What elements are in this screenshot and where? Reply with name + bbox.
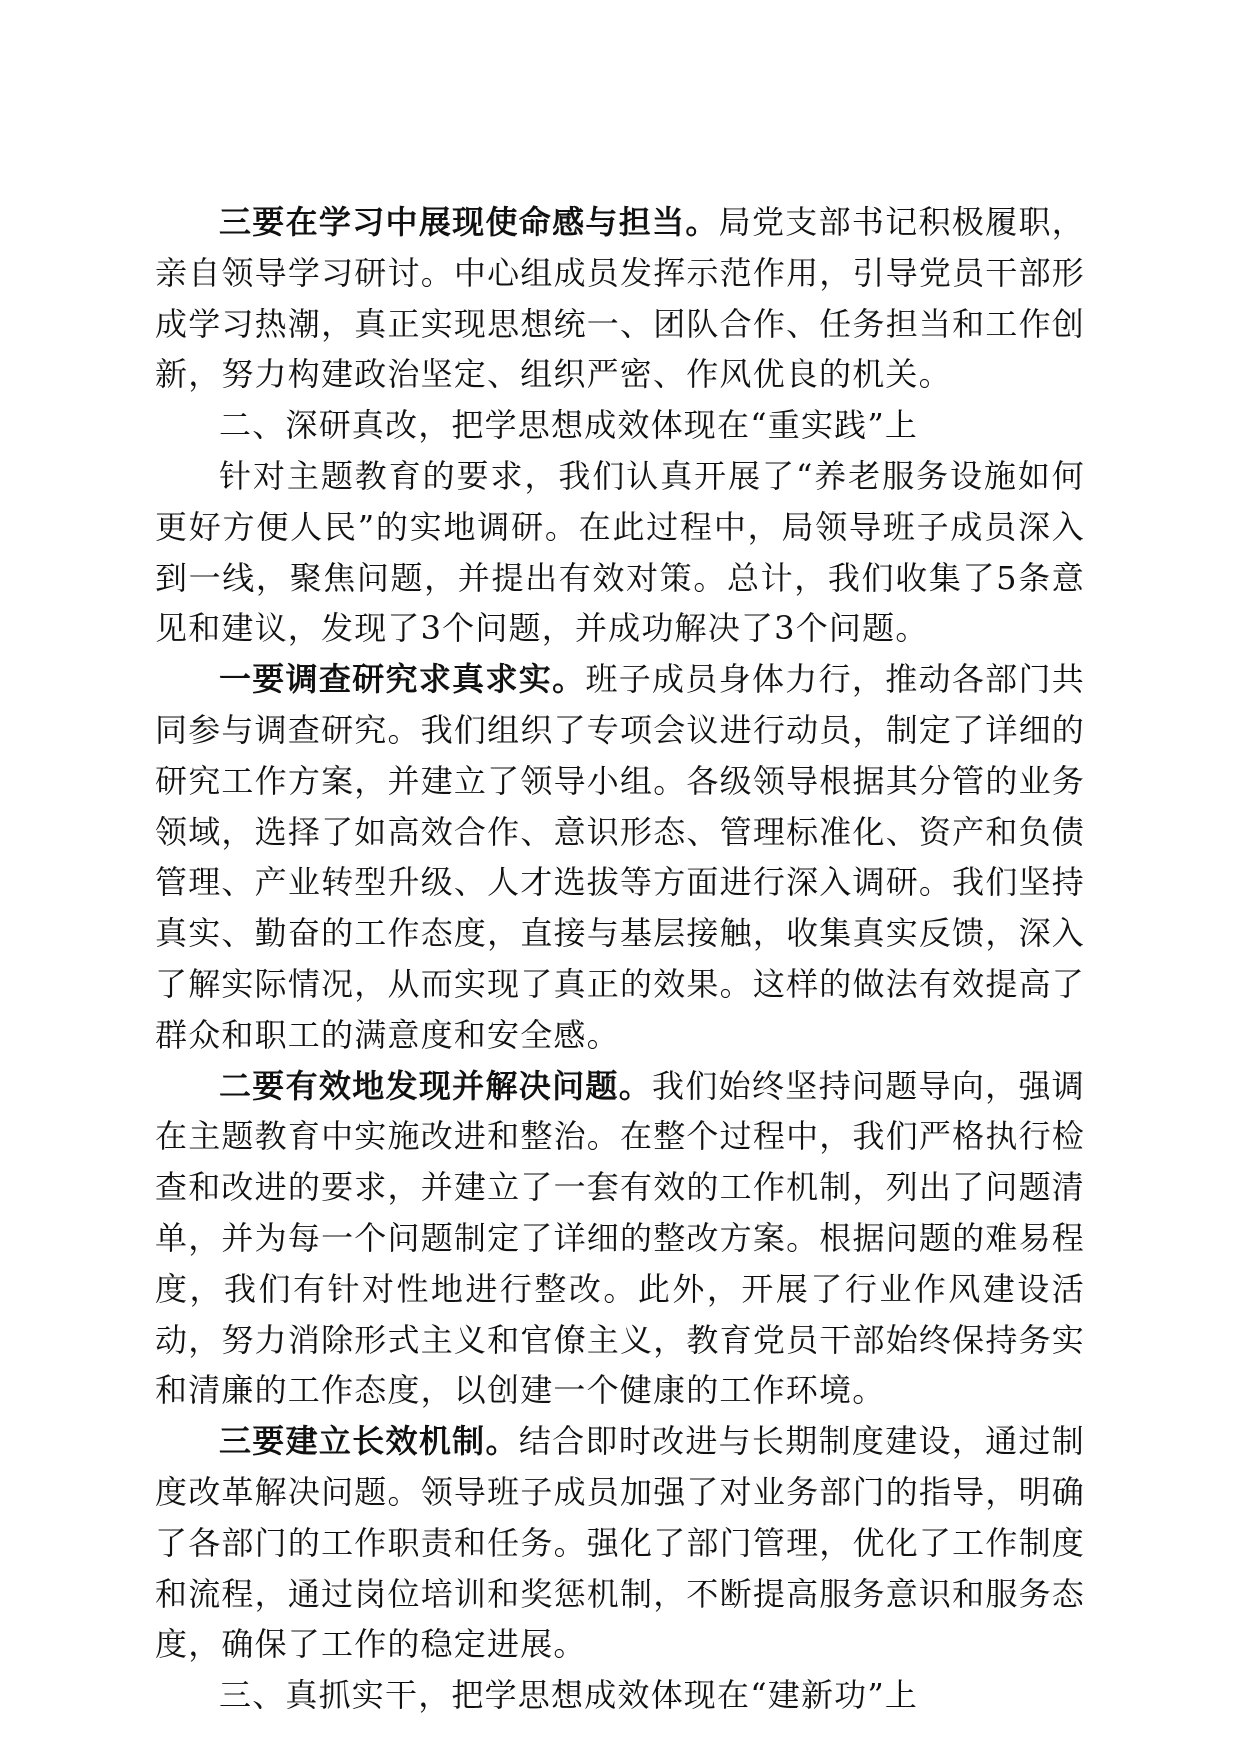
paragraph-problem-solving <box>155 1061 1085 1417</box>
paragraph-lead: 三要建立长效机制。 <box>219 1422 519 1461</box>
document-page <box>155 197 1085 1721</box>
paragraph-text: 局党支部书记积极履职，亲自领导学习研讨。中心组成员发挥示范作用，引导党员干部形成学习热潮，真正实现思想统一、团队合作、任务担当和工作创新，努力构建政治坚定、组织严密、作风优良的机关。 <box>155 203 1085 394</box>
paragraph-mission-responsibility <box>155 197 1085 400</box>
paragraph-text: 结合即时改进与长期制度建设，通过制度改革解决问题。领导班子成员加强了对业务部门的指导，明确了各部门的工作职责和任务。强化了部门管理，优化了工作制度和流程，通过岗位培训和奖惩机制，不断提高服务意识和服务态度，确保了工作的稳定进展。 <box>155 1422 1085 1664</box>
paragraph-investigation <box>155 654 1085 1060</box>
section-heading-new-achievements: 三、真抓实干，把学思想成效体现在“建新功”上 <box>219 1676 919 1715</box>
paragraph-text: 我们始终坚持问题导向，强调在主题教育中实施改进和整治。在整个过程中，我们严格执行检查和改进的要求，并建立了一套有效的工作机制，列出了问题清单，并为每一个问题制定了详细的整改方案。根据问题的难易程度，我们有针对性地进行整改。此外，开展了行业作风建设活动，努力消除形式主义和官僚主义，教育党员干部始终保持务实和清廉的工作态度，以创建一个健康的工作环境。 <box>155 1066 1085 1410</box>
section-heading-practice: 二、深研真改，把学思想成效体现在“重实践”上 <box>219 406 919 445</box>
paragraph-field-research <box>155 451 1085 654</box>
paragraph-long-term-mechanism <box>155 1416 1085 1670</box>
paragraph-lead: 一要调查研究求真求实。 <box>219 660 586 699</box>
paragraph-text: 班子成员身体力行，推动各部门共同参与调查研究。我们组织了专项会议进行动员，制定了详细的研究工作方案，并建立了领导小组。各级领导根据其分管的业务领域，选择了如高效合作、意识形态、管理标准化、资产和负债管理、产业转型升级、人才选拔等方面进行深入调研。我们坚持真实、勤奋的工作态度，直接与基层接触，收集真实反馈，深入了解实际情况，从而实现了真正的效果。这样的做法有效提高了群众和职工的满意度和安全感。 <box>155 660 1085 1054</box>
paragraph-text: 针对主题教育的要求，我们认真开展了“养老服务设施如何更好方便人民”的实地调研。在此过程中，局领导班子成员深入到一线，聚焦问题，并提出有效对策。总计，我们收集了5条意见和建议，发现了3个问题，并成功解决了3个问题。 <box>155 456 1085 648</box>
paragraph-lead: 三要在学习中展现使命感与担当。 <box>219 203 719 241</box>
paragraph-lead: 二要有效地发现并解决问题。 <box>219 1066 653 1105</box>
